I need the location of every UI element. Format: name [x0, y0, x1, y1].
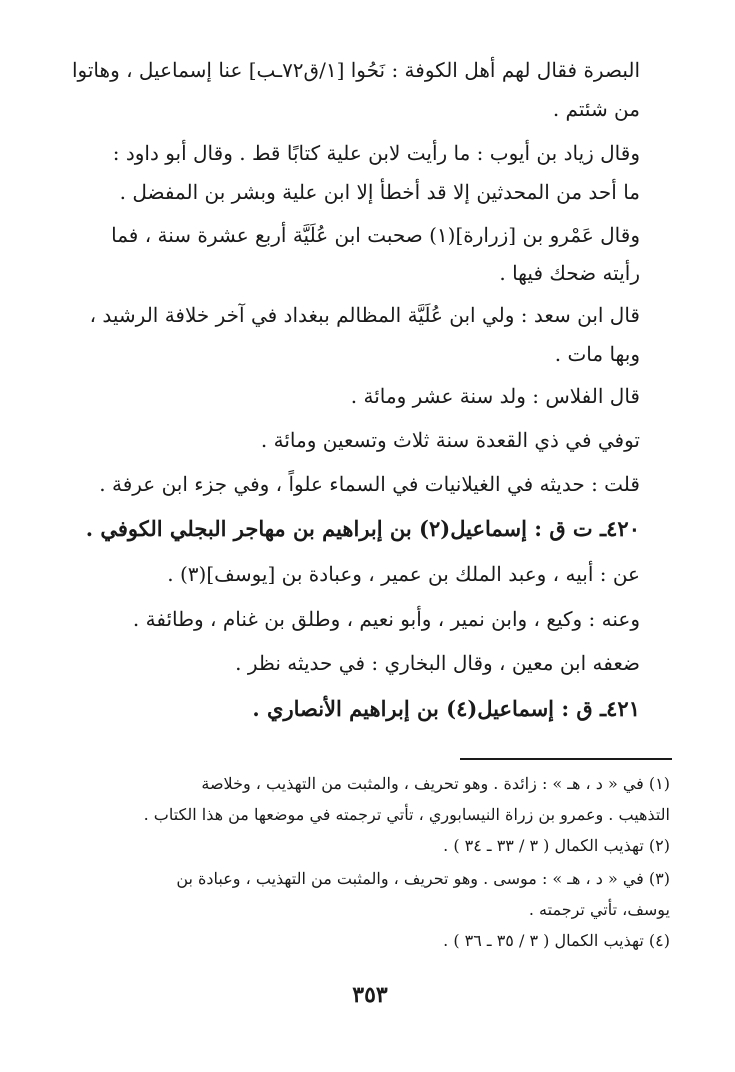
text-line: البصرة فقال لهم أهل الكوفة : نَحُوا [١/ق٧٢ـب] عنا إسماعيل ، وهاتوا — [71, 58, 640, 82]
text-line: وقال عَمْرو بن [زرارة](١) صحبت ابن عُلَيَّة أربع عشرة سنة ، فما — [111, 223, 640, 247]
footnote-line: التذهيب . وعمرو بن زراة النيسابوري ، تأتي ترجمته في موضعها من هذا الكتاب . — [143, 805, 670, 824]
text-line: وعنه : وكيع ، وابن نمير ، وأبو نعيم ، وطلق بن غنام ، وطائفة . — [132, 607, 640, 631]
text-line: توفي في ذي القعدة سنة ثلاث وتسعين ومائة . — [260, 428, 640, 452]
text-line: قلت : حديثه في الغيلانيات في السماء علواً ، وفي جزء ابن عرفة . — [99, 472, 640, 496]
text-line: قال ابن سعد : ولي ابن عُلَيَّة المظالم ببغداد في آخر خلافة الرشيد ، — [89, 303, 640, 327]
text-line: عن : أبيه ، وعبد الملك بن عمير ، وعبادة بن [يوسف](٣) . — [167, 562, 640, 586]
text-line: وقال زياد بن أيوب : ما رأيت لابن علية كتابًا قط . وقال أبو داود : — [112, 141, 640, 165]
footnote-line: يوسف، تأتي ترجمته . — [528, 900, 670, 919]
text-line: ما أحد من المحدثين إلا قد أخطأ إلا ابن علية وبشر بن المفضل . — [119, 180, 640, 204]
text-line: رأيته ضحك فيها . — [499, 261, 640, 285]
page-number: ٣٥٣ — [352, 982, 388, 1008]
entry-heading-421: ٤٢١ـ ق : إسماعيل(٤) بن إبراهيم الأنصاري . — [252, 696, 640, 721]
footnote-line: (١) في « د ، هـ » : زائدة . وهو تحريف ، والمثبت من التهذيب ، وخلاصة — [201, 774, 670, 793]
text-line: وبها مات . — [554, 342, 640, 366]
footnote-line: (٢) تهذيب الكمال ( ٣ / ٣٣ ـ ٣٤ ) . — [443, 836, 670, 855]
footnote-line: (٣) في « د ، هـ » : موسى . وهو تحريف ، والمثبت من التهذيب ، وعبادة بن — [176, 869, 670, 888]
text-line: قال الفلاس : ولد سنة عشر ومائة . — [350, 384, 640, 408]
footnote-separator — [460, 758, 672, 760]
text-line: ضعفه ابن معين ، وقال البخاري : في حديثه نظر . — [235, 651, 640, 675]
entry-heading-420: ٤٢٠ـ ت ق : إسماعيل(٢) بن إبراهيم بن مهاجر البجلي الكوفي . — [85, 516, 640, 541]
footnote-line: (٤) تهذيب الكمال ( ٣ / ٣٥ ـ ٣٦ ) . — [443, 931, 670, 950]
text-line: من شئتم . — [552, 97, 640, 121]
